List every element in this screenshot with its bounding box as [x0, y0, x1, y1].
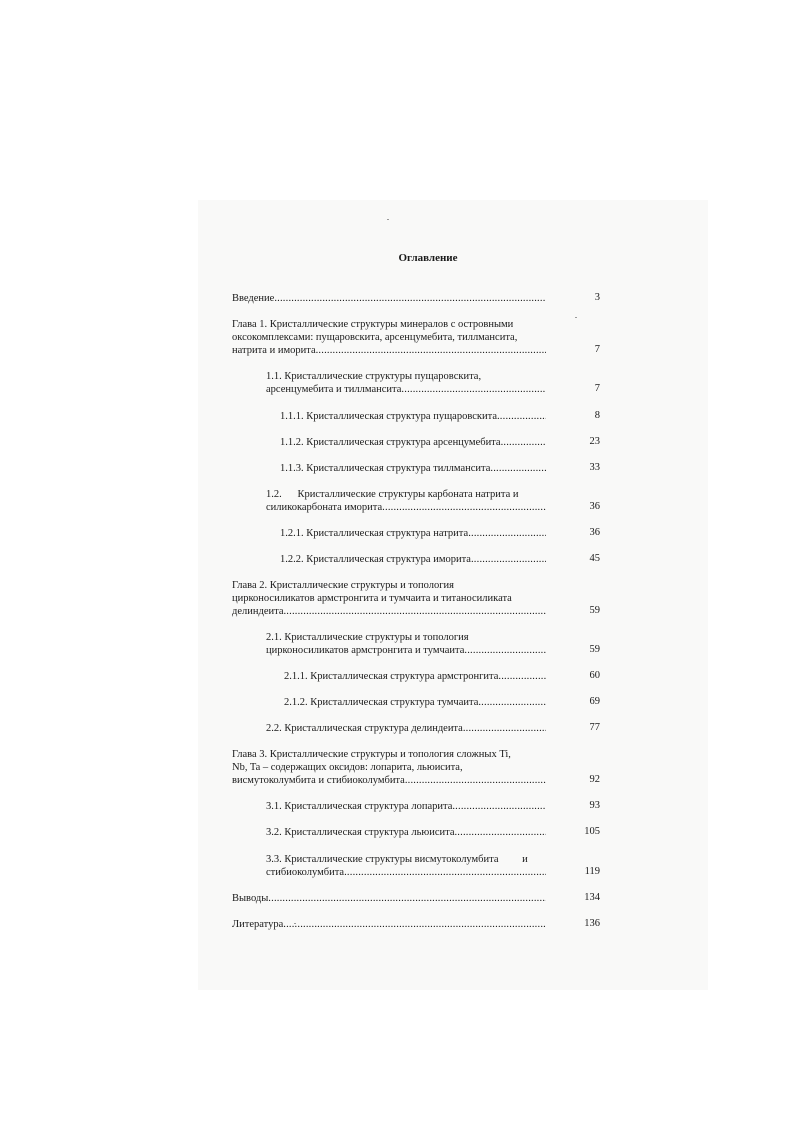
leader-dots	[344, 866, 546, 879]
leader-dots	[401, 383, 546, 396]
leader-dots	[274, 292, 546, 305]
page-number: 92	[589, 774, 600, 785]
page-number: 69	[589, 696, 600, 707]
toc-entry-chapter-2: Глава 2. Кристаллические структуры и топология цирконосиликатов армстронгита и тумчаита и титаносиликата делиндеита .....	[232, 579, 546, 618]
leader-dots	[405, 774, 546, 787]
page-number: 36	[589, 501, 600, 512]
page-number: 105	[584, 826, 600, 837]
page-number: 36	[589, 527, 600, 538]
page-number: 60	[589, 670, 600, 681]
toc-entry-subsection-2-1-2: 2.1.2. Кристаллическая структура тумчаита .....	[284, 696, 546, 709]
page-number: 59	[589, 605, 600, 616]
toc-entry-section-2-2: 2.2. Кристаллическая структура делиндеита .....	[266, 722, 546, 735]
toc-entry-references: Литература .....	[232, 918, 546, 931]
leader-dots	[490, 462, 546, 475]
toc-entry-subsection-1-1-1: 1.1.1. Кристаллическая структура пущаровскита .....	[280, 410, 546, 423]
toc-entry-subsection-1-2-2: 1.2.2. Кристаллическая структура иморита .....	[280, 553, 546, 566]
page-number: 136	[584, 918, 600, 929]
toc-entry-introduction: Введение .....	[232, 292, 546, 305]
page-title: Оглавление	[398, 252, 458, 264]
toc-entry-section-3-1: 3.1. Кристаллическая структура лопарита .....	[266, 800, 546, 813]
toc-entry-section-1-2: 1.2. Кристаллические структуры карбоната натрита и силикокарбоната иморита .....	[266, 488, 546, 514]
leader-dots	[471, 553, 546, 566]
leader-dots	[382, 501, 546, 514]
leader-dots	[498, 670, 546, 683]
leader-dots	[501, 436, 546, 449]
toc-entry-subsection-2-1-1: 2.1.1. Кристаллическая структура армстронгита .....	[284, 670, 546, 683]
scan-speck	[575, 317, 577, 318]
page-number: 7	[594, 383, 600, 394]
toc-entry-conclusions: Выводы .....	[232, 892, 546, 905]
toc-entry-section-2-1: 2.1. Кристаллические структуры и топология цирконосиликатов армстронгита и тумчаита .....	[266, 631, 546, 657]
leader-dots	[478, 696, 546, 709]
leader-dots	[497, 410, 546, 423]
page-number: 59	[589, 644, 600, 655]
toc-entry-chapter-1: Глава 1. Кристаллические структуры минералов с островными оксокомплексами: пущаровскита, арсенцумебита, тиллмансита, натрита и иморита .....	[232, 318, 546, 357]
toc-entry-subsection-1-1-3: 1.1.3. Кристаллическая структура тиллмансита .....	[280, 462, 546, 475]
toc-entry-section-3-2: 3.2. Кристаллическая структура льюисита .....	[266, 826, 546, 839]
page-number: 93	[589, 800, 600, 811]
toc-entry-subsection-1-2-1: 1.2.1. Кристаллическая структура натрита .....	[280, 527, 546, 540]
toc-entry-section-1-1: 1.1. Кристаллические структуры пущаровскита, арсенцумебита и тиллмансита .....	[266, 370, 546, 396]
page-number: 77	[589, 722, 600, 733]
leader-dots	[463, 722, 546, 735]
page-number: 45	[589, 553, 600, 564]
toc-entry-section-3-3: 3.3. Кристаллические структуры висмутоколумбита и стибиоколумбита .....	[266, 853, 546, 879]
leader-dots	[452, 800, 546, 813]
leader-dots	[283, 918, 546, 931]
page-number: 7	[594, 344, 600, 355]
page-number: 119	[584, 866, 600, 877]
leader-dots	[316, 344, 546, 357]
page-number: 134	[584, 892, 600, 903]
page-number: 23	[589, 436, 600, 447]
leader-dots	[464, 644, 546, 657]
page-number: 3	[594, 292, 600, 303]
page-number: 8	[594, 410, 600, 421]
toc-entry-subsection-1-1-2: 1.1.2. Кристаллическая структура арсенцумебита .....	[280, 436, 546, 449]
leader-dots	[454, 826, 546, 839]
leader-dots	[468, 527, 546, 540]
leader-dots	[268, 892, 546, 905]
leader-dots	[283, 605, 546, 618]
scan-speck	[387, 219, 389, 220]
toc-entry-chapter-3: Глава 3. Кристаллические структуры и топология сложных Ti, Nb, Ta – содержащих оксидов: лопарита, льюисита, висмутоколумбита и стибиоколумбита .....	[232, 748, 546, 787]
page-number: 33	[589, 462, 600, 473]
